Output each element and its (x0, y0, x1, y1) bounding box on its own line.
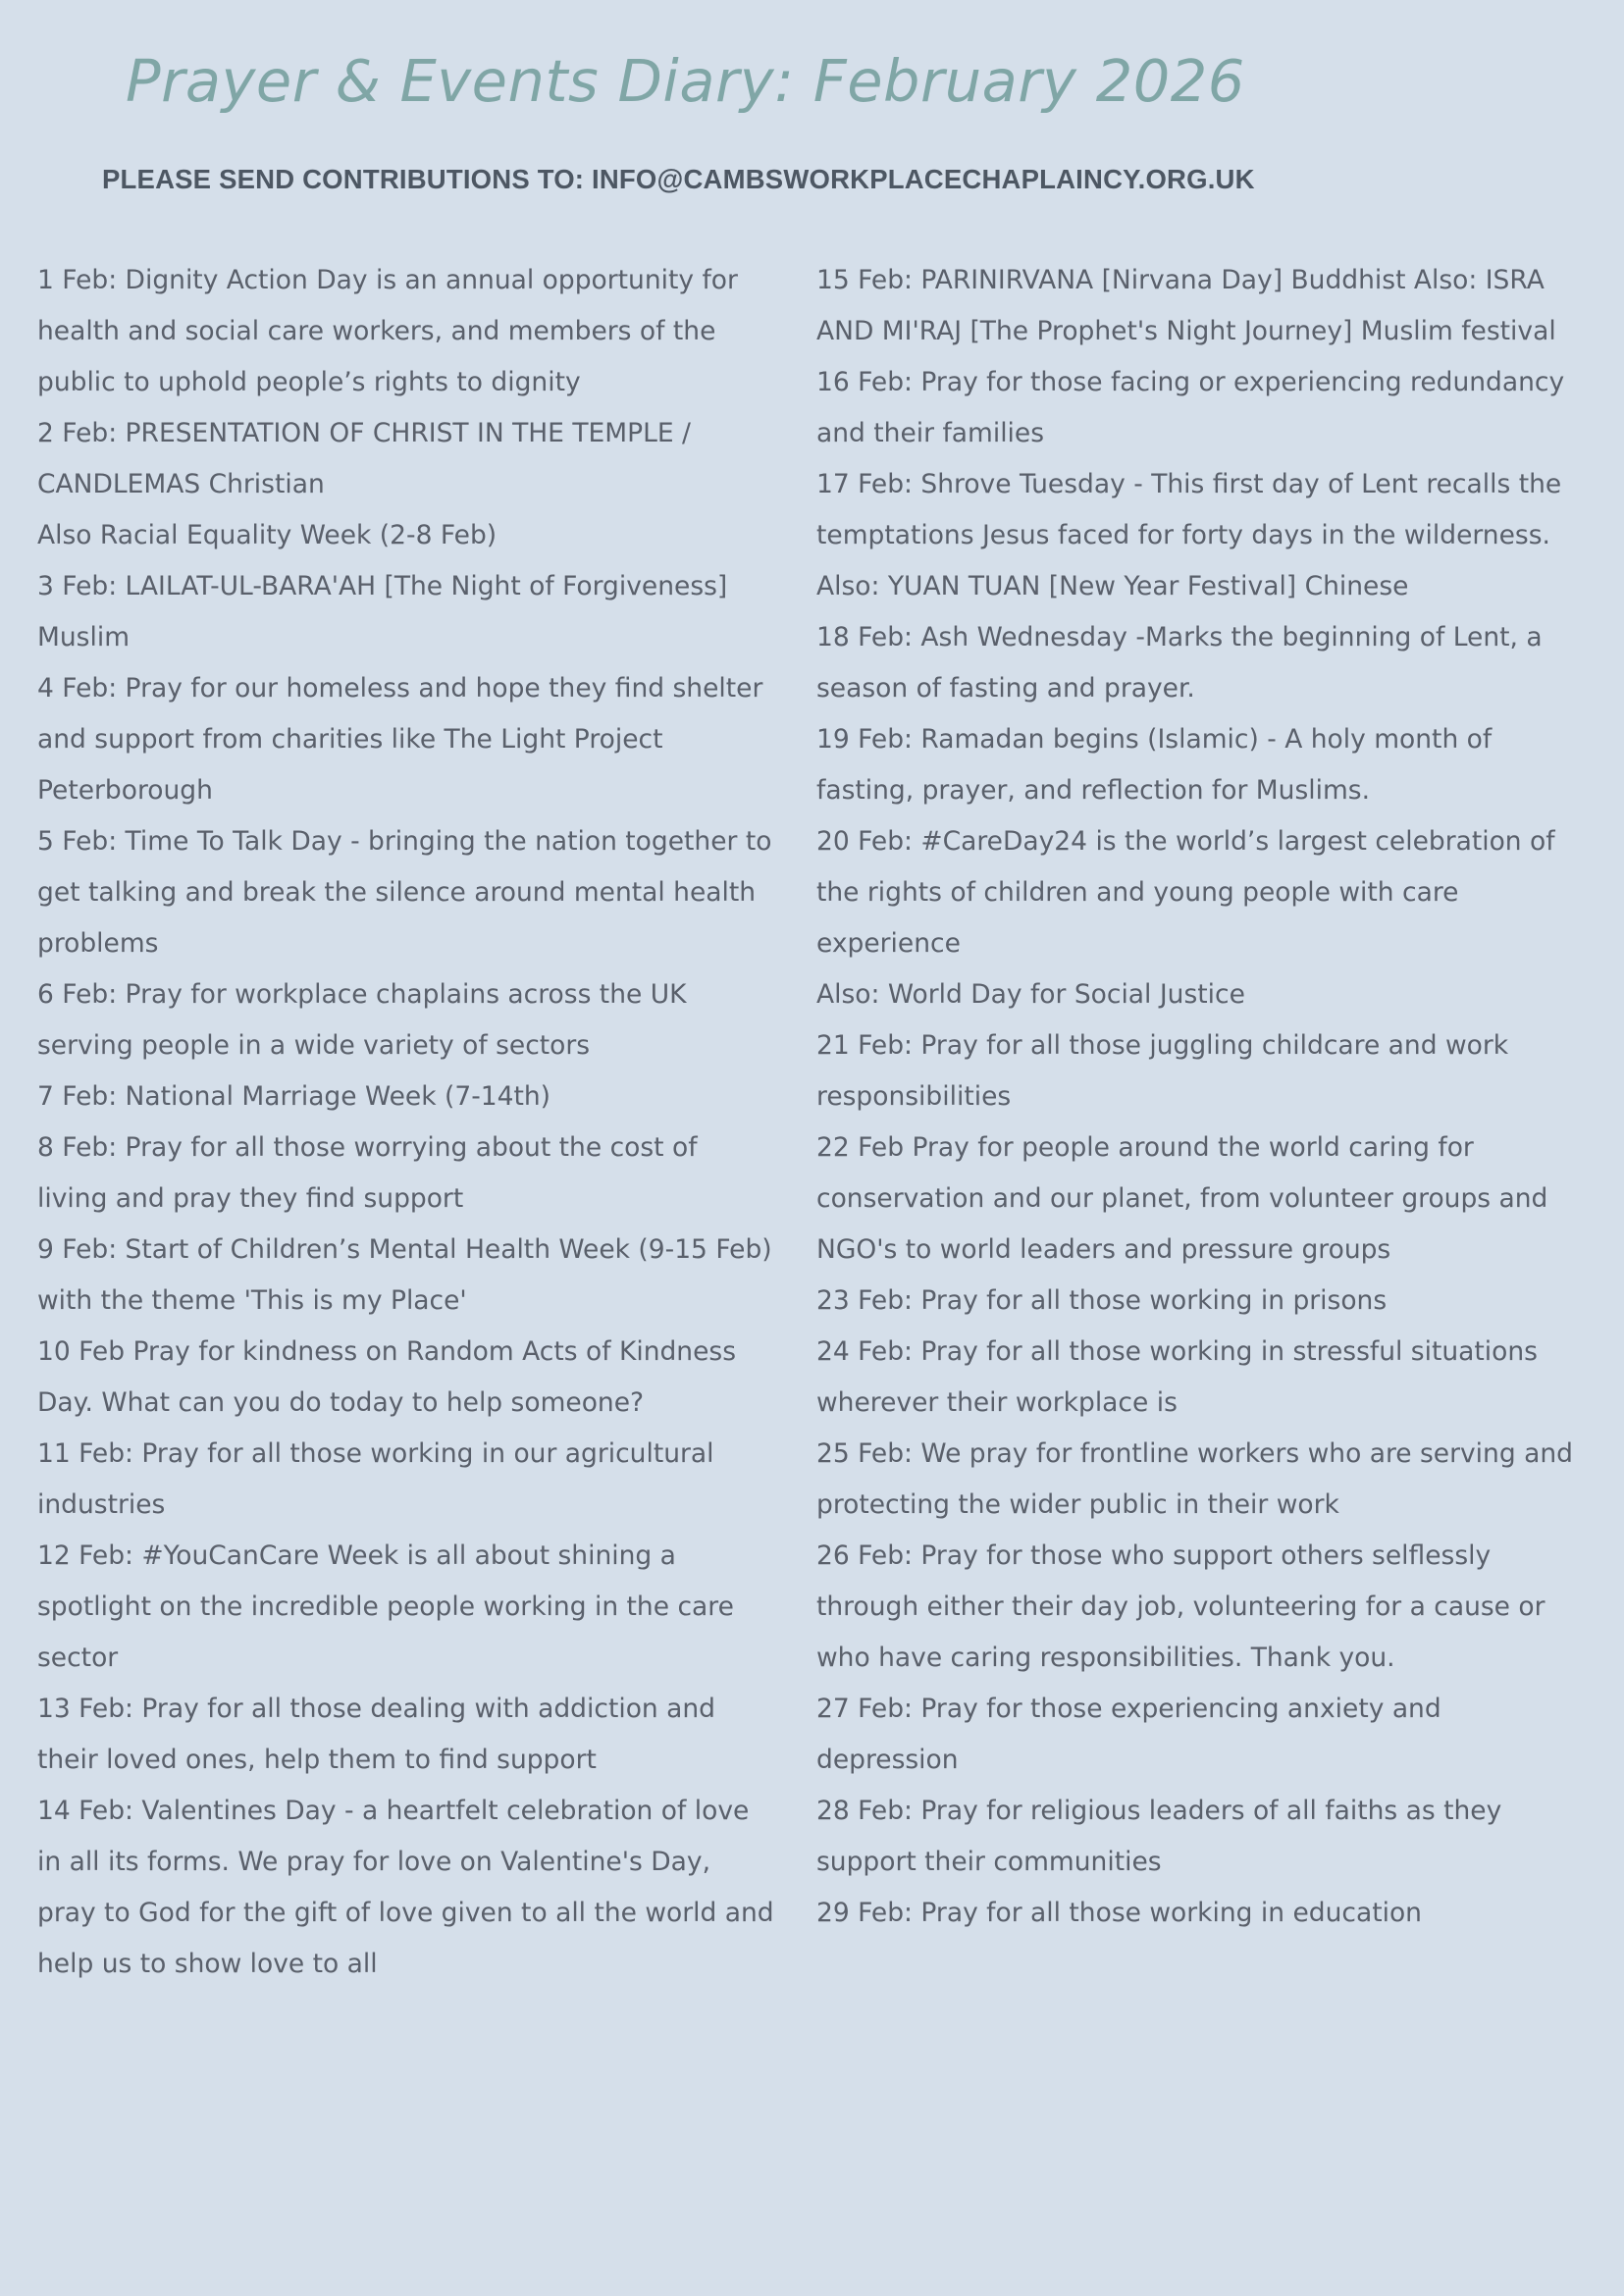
diary-entry: 16 Feb: Pray for those facing or experiencing redundancy and their families (816, 367, 1565, 448)
diary-entry: 6 Feb: Pray for workplace chaplains across the UK serving people in a wide variety of sectors (37, 979, 687, 1061)
diary-entry: 23 Feb: Pray for all those working in prisons (816, 1285, 1388, 1316)
diary-entry: 28 Feb: Pray for religious leaders of all faiths as they support their communities (816, 1796, 1502, 1877)
diary-entry: 20 Feb: #CareDay24 is the world’s largest celebration of the rights of children and young people with care experience (816, 826, 1555, 959)
diary-entry: 27 Feb: Pray for those experiencing anxiety and depression (816, 1694, 1441, 1775)
diary-entry: 21 Feb: Pray for all those juggling childcare and work responsibilities (816, 1030, 1509, 1112)
diary-entry: Also: YUAN TUAN [New Year Festival] Chinese (816, 571, 1409, 601)
diary-entry: 2 Feb: PRESENTATION OF CHRIST IN THE TEMPLE / CANDLEMAS Christian (37, 418, 691, 499)
diary-entry: 18 Feb: Ash Wednesday -Marks the beginning of Lent, a season of fasting and prayer. (816, 622, 1543, 704)
diary-entry: 24 Feb: Pray for all those working in stressful situations wherever their workplace is (816, 1336, 1538, 1418)
right-column (816, 255, 1582, 1939)
diary-entry: 1 Feb: Dignity Action Day is an annual opportunity for health and social care workers, and members of the public to uphold people’s rights to dignity (37, 265, 738, 397)
diary-entry: 9 Feb: Start of Children’s Mental Health Week (9-15 Feb) with the theme 'This is my Place' (37, 1234, 772, 1316)
diary-entry: 12 Feb: #YouCanCare Week is all about shining a spotlight on the incredible people working in the care sector (37, 1540, 734, 1673)
diary-entry: 13 Feb: Pray for all those dealing with addiction and their loved ones, help them to find support (37, 1694, 715, 1775)
diary-entry: 8 Feb: Pray for all those worrying about the cost of living and pray they find support (37, 1132, 698, 1214)
diary-entry: 22 Feb Pray for people around the world caring for conservation and our planet, from volunteer groups and NGO's to world leaders and pressure groups (816, 1132, 1548, 1265)
diary-entry: 5 Feb: Time To Talk Day - bringing the nation together to get talking and break the silence around mental health problems (37, 826, 772, 959)
diary-entry: 25 Feb: We pray for frontline workers who are serving and protecting the wider public in their work (816, 1438, 1573, 1520)
page-title: Prayer & Events Diary: February 2026 (126, 47, 1245, 115)
diary-entry: 19 Feb: Ramadan begins (Islamic) - A holy month of fasting, prayer, and reflection for Muslims. (816, 724, 1493, 806)
diary-entry: 17 Feb: Shrove Tuesday - This first day of Lent recalls the temptations Jesus faced for forty days in the wilderness. (816, 469, 1562, 550)
diary-entry: 3 Feb: LAILAT-UL-BARA'AH [The Night of Forgiveness] Muslim (37, 571, 728, 652)
diary-entry: 15 Feb: PARINIRVANA [Nirvana Day] Buddhist Also: ISRA AND MI'RAJ [The Prophet's Night Journey] Muslim festival (816, 265, 1556, 346)
diary-entry: 10 Feb Pray for kindness on Random Acts of Kindness Day. What can you do today to help someone? (37, 1336, 737, 1418)
diary-entry: 29 Feb: Pray for all those working in education (816, 1898, 1422, 1928)
diary-entry: 26 Feb: Pray for those who support others selflessly through either their day job, volunteering for a cause or who have caring responsibilities. Thank you. (816, 1540, 1545, 1673)
diary-entry: 4 Feb: Pray for our homeless and hope they find shelter and support from charities like The Light Project Peterborough (37, 673, 763, 806)
diary-entry: Also Racial Equality Week (2-8 Feb) (37, 520, 498, 550)
diary-entry: 7 Feb: National Marriage Week (7-14th) (37, 1081, 551, 1112)
contributions-notice: PLEASE SEND CONTRIBUTIONS TO: INFO@CAMBSWORKPLACECHAPLAINCY.ORG.UK (102, 164, 1255, 194)
left-column (37, 255, 775, 1990)
diary-entry: Also: World Day for Social Justice (816, 979, 1245, 1010)
diary-entry: 11 Feb: Pray for all those working in our agricultural industries (37, 1438, 714, 1520)
diary-entry: 14 Feb: Valentines Day - a heartfelt celebration of love in all its forms. We pray for love on Valentine's Day, pray to God for the gift of love given to all the world and help us to show love to all (37, 1796, 774, 1979)
